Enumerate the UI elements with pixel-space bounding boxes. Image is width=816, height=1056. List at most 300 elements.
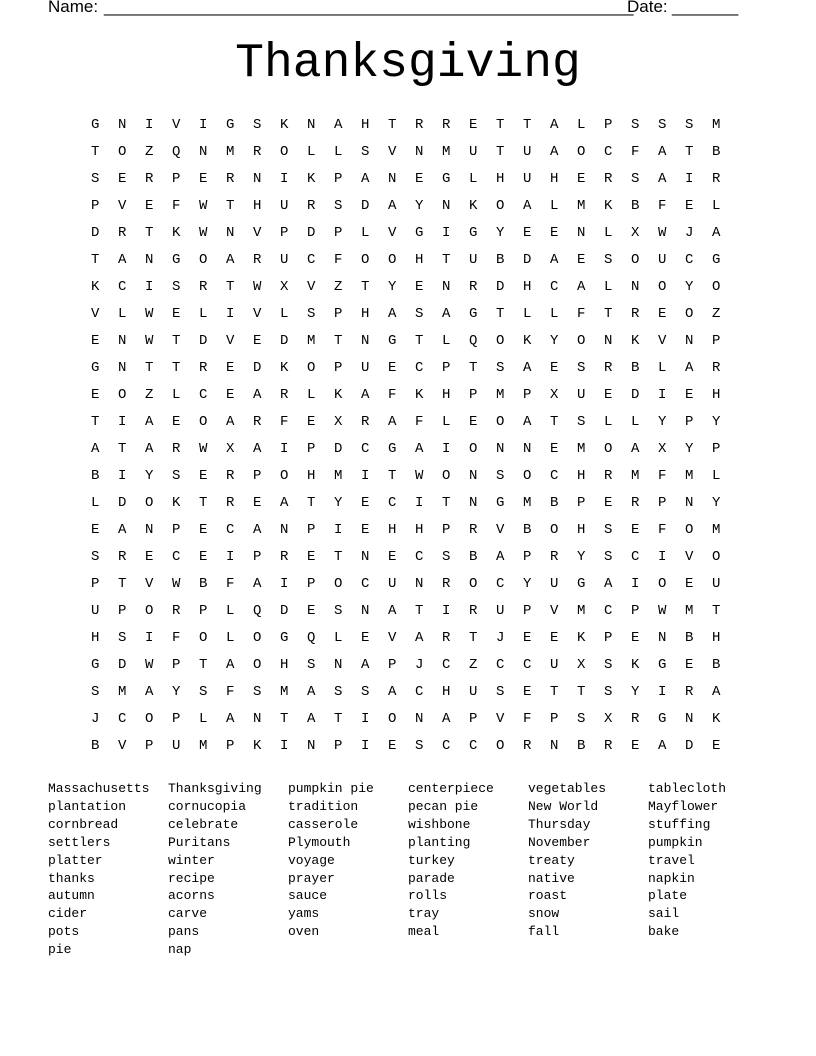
grid-letter[interactable]: J — [685, 225, 694, 241]
grid-letter[interactable]: R — [199, 360, 208, 376]
grid-letter[interactable]: Q — [469, 333, 478, 349]
grid-letter[interactable]: E — [550, 225, 559, 241]
grid-letter[interactable]: T — [307, 495, 316, 511]
grid-letter[interactable]: T — [334, 333, 343, 349]
grid-letter[interactable]: L — [550, 198, 559, 214]
grid-letter[interactable]: F — [658, 468, 667, 484]
grid-letter[interactable]: L — [226, 630, 235, 646]
grid-letter[interactable]: R — [631, 711, 640, 727]
grid-letter[interactable]: H — [415, 522, 424, 538]
grid-letter[interactable]: E — [253, 495, 262, 511]
grid-letter[interactable]: Q — [172, 144, 181, 160]
grid-letter[interactable]: Z — [334, 279, 343, 295]
grid-letter[interactable]: Q — [307, 630, 316, 646]
grid-letter[interactable]: I — [658, 684, 667, 700]
grid-letter[interactable]: R — [361, 414, 370, 430]
grid-letter[interactable]: L — [199, 306, 208, 322]
grid-letter[interactable]: P — [118, 603, 127, 619]
grid-letter[interactable]: T — [685, 144, 694, 160]
grid-letter[interactable]: A — [550, 144, 559, 160]
grid-letter[interactable]: Z — [145, 144, 154, 160]
grid-letter[interactable]: R — [469, 603, 478, 619]
name-blank-line[interactable]: ________________________________________________________ — [104, 0, 634, 16]
grid-letter[interactable]: M — [523, 495, 532, 511]
grid-letter[interactable]: R — [523, 738, 532, 754]
grid-letter[interactable]: O — [253, 657, 262, 673]
grid-letter[interactable]: T — [496, 144, 505, 160]
grid-letter[interactable]: E — [658, 306, 667, 322]
grid-letter[interactable]: D — [118, 495, 127, 511]
grid-letter[interactable]: M — [577, 198, 586, 214]
grid-letter[interactable]: E — [91, 387, 100, 403]
grid-letter[interactable]: A — [280, 495, 289, 511]
grid-letter[interactable]: R — [442, 630, 451, 646]
grid-letter[interactable]: R — [118, 549, 127, 565]
grid-letter[interactable]: U — [550, 576, 559, 592]
grid-letter[interactable]: P — [307, 576, 316, 592]
grid-letter[interactable]: T — [145, 225, 154, 241]
grid-letter[interactable]: E — [91, 522, 100, 538]
grid-letter[interactable]: I — [145, 630, 154, 646]
grid-letter[interactable]: L — [307, 144, 316, 160]
grid-letter[interactable]: S — [496, 360, 505, 376]
grid-letter[interactable]: E — [199, 468, 208, 484]
grid-letter[interactable]: M — [496, 387, 505, 403]
grid-letter[interactable]: N — [415, 711, 424, 727]
grid-letter[interactable]: O — [199, 630, 208, 646]
grid-letter[interactable]: U — [550, 657, 559, 673]
grid-letter[interactable]: S — [334, 684, 343, 700]
grid-letter[interactable]: G — [388, 441, 397, 457]
grid-letter[interactable]: U — [280, 198, 289, 214]
grid-letter[interactable]: A — [361, 171, 370, 187]
grid-letter[interactable]: N — [388, 171, 397, 187]
grid-letter[interactable]: N — [496, 441, 505, 457]
grid-letter[interactable]: L — [523, 306, 532, 322]
grid-letter[interactable]: A — [523, 198, 532, 214]
grid-letter[interactable]: I — [145, 279, 154, 295]
grid-letter[interactable]: M — [118, 684, 127, 700]
grid-letter[interactable]: T — [469, 630, 478, 646]
grid-letter[interactable]: O — [118, 144, 127, 160]
grid-letter[interactable]: W — [145, 657, 154, 673]
grid-letter[interactable]: P — [226, 738, 235, 754]
grid-letter[interactable]: I — [199, 117, 208, 133]
grid-letter[interactable]: A — [550, 252, 559, 268]
grid-letter[interactable]: P — [91, 576, 100, 592]
grid-letter[interactable]: A — [91, 441, 100, 457]
grid-letter[interactable]: P — [712, 333, 721, 349]
grid-letter[interactable]: A — [307, 711, 316, 727]
grid-letter[interactable]: E — [199, 522, 208, 538]
grid-letter[interactable]: B — [712, 144, 721, 160]
grid-letter[interactable]: L — [604, 414, 613, 430]
grid-letter[interactable]: C — [118, 711, 127, 727]
grid-letter[interactable]: N — [685, 333, 694, 349]
grid-letter[interactable]: N — [226, 225, 235, 241]
grid-letter[interactable]: E — [253, 333, 262, 349]
grid-letter[interactable]: G — [577, 576, 586, 592]
grid-letter[interactable]: T — [442, 252, 451, 268]
grid-letter[interactable]: P — [172, 522, 181, 538]
grid-letter[interactable]: R — [307, 198, 316, 214]
grid-letter[interactable]: N — [307, 738, 316, 754]
grid-letter[interactable]: N — [118, 333, 127, 349]
grid-letter[interactable]: B — [577, 738, 586, 754]
grid-letter[interactable]: G — [91, 117, 100, 133]
grid-letter[interactable]: E — [685, 198, 694, 214]
grid-letter[interactable]: R — [604, 468, 613, 484]
grid-letter[interactable]: N — [145, 522, 154, 538]
grid-letter[interactable]: Y — [388, 279, 397, 295]
grid-letter[interactable]: C — [496, 657, 505, 673]
grid-letter[interactable]: P — [307, 441, 316, 457]
grid-letter[interactable]: P — [658, 495, 667, 511]
grid-letter[interactable]: K — [91, 279, 100, 295]
grid-letter[interactable]: I — [442, 441, 451, 457]
grid-letter[interactable]: B — [91, 468, 100, 484]
grid-letter[interactable]: L — [334, 630, 343, 646]
grid-letter[interactable]: N — [577, 225, 586, 241]
grid-letter[interactable]: R — [226, 171, 235, 187]
grid-letter[interactable]: M — [577, 603, 586, 619]
grid-letter[interactable]: Q — [253, 603, 262, 619]
grid-letter[interactable]: T — [118, 576, 127, 592]
grid-letter[interactable]: C — [226, 522, 235, 538]
grid-letter[interactable]: P — [334, 306, 343, 322]
grid-letter[interactable]: O — [496, 414, 505, 430]
grid-letter[interactable]: A — [523, 360, 532, 376]
grid-letter[interactable]: D — [307, 225, 316, 241]
grid-letter[interactable]: S — [577, 414, 586, 430]
grid-letter[interactable]: V — [658, 333, 667, 349]
grid-letter[interactable]: Y — [631, 684, 640, 700]
grid-letter[interactable]: N — [415, 144, 424, 160]
grid-letter[interactable]: A — [226, 252, 235, 268]
grid-letter[interactable]: A — [658, 144, 667, 160]
grid-letter[interactable]: O — [685, 522, 694, 538]
grid-letter[interactable]: B — [91, 738, 100, 754]
grid-letter[interactable]: E — [523, 684, 532, 700]
grid-letter[interactable]: R — [253, 144, 262, 160]
grid-letter[interactable]: I — [658, 549, 667, 565]
grid-letter[interactable]: P — [388, 657, 397, 673]
grid-letter[interactable]: V — [388, 225, 397, 241]
grid-letter[interactable]: S — [631, 117, 640, 133]
grid-letter[interactable]: Y — [712, 414, 721, 430]
grid-letter[interactable]: R — [280, 549, 289, 565]
grid-letter[interactable]: Z — [145, 387, 154, 403]
grid-letter[interactable]: N — [253, 171, 262, 187]
grid-letter[interactable]: A — [658, 738, 667, 754]
grid-letter[interactable]: R — [145, 171, 154, 187]
grid-letter[interactable]: A — [253, 441, 262, 457]
grid-letter[interactable]: E — [361, 495, 370, 511]
grid-letter[interactable]: S — [172, 468, 181, 484]
grid-letter[interactable]: H — [280, 657, 289, 673]
grid-letter[interactable]: C — [550, 279, 559, 295]
grid-letter[interactable]: F — [280, 414, 289, 430]
grid-letter[interactable]: E — [145, 198, 154, 214]
grid-letter[interactable]: H — [361, 306, 370, 322]
grid-letter[interactable]: T — [91, 144, 100, 160]
grid-letter[interactable]: W — [658, 603, 667, 619]
grid-letter[interactable]: G — [442, 171, 451, 187]
grid-letter[interactable]: E — [523, 225, 532, 241]
grid-letter[interactable]: D — [334, 441, 343, 457]
grid-letter[interactable]: H — [577, 522, 586, 538]
grid-letter[interactable]: R — [226, 468, 235, 484]
grid-letter[interactable]: T — [550, 414, 559, 430]
grid-letter[interactable]: I — [280, 738, 289, 754]
grid-letter[interactable]: G — [91, 657, 100, 673]
grid-letter[interactable]: A — [361, 387, 370, 403]
grid-letter[interactable]: E — [388, 360, 397, 376]
grid-letter[interactable]: A — [226, 657, 235, 673]
grid-letter[interactable]: S — [442, 549, 451, 565]
grid-letter[interactable]: D — [631, 387, 640, 403]
grid-letter[interactable]: O — [685, 306, 694, 322]
date-blank-line[interactable]: _______ — [672, 0, 739, 16]
grid-letter[interactable]: K — [172, 495, 181, 511]
grid-letter[interactable]: R — [172, 603, 181, 619]
grid-letter[interactable]: R — [604, 171, 613, 187]
grid-letter[interactable]: N — [145, 252, 154, 268]
grid-letter[interactable]: S — [604, 657, 613, 673]
grid-letter[interactable]: T — [442, 495, 451, 511]
grid-letter[interactable]: C — [361, 576, 370, 592]
grid-letter[interactable]: R — [415, 117, 424, 133]
grid-letter[interactable]: A — [604, 576, 613, 592]
grid-letter[interactable]: M — [334, 468, 343, 484]
grid-letter[interactable]: G — [226, 117, 235, 133]
grid-letter[interactable]: R — [442, 576, 451, 592]
grid-letter[interactable]: N — [685, 711, 694, 727]
grid-letter[interactable]: B — [469, 549, 478, 565]
grid-letter[interactable]: K — [631, 657, 640, 673]
grid-letter[interactable]: T — [388, 117, 397, 133]
grid-letter[interactable]: N — [469, 495, 478, 511]
grid-letter[interactable]: I — [226, 306, 235, 322]
grid-letter[interactable]: R — [199, 279, 208, 295]
grid-letter[interactable]: L — [172, 387, 181, 403]
grid-letter[interactable]: N — [631, 279, 640, 295]
grid-letter[interactable]: I — [280, 441, 289, 457]
grid-letter[interactable]: S — [604, 522, 613, 538]
grid-letter[interactable]: A — [442, 711, 451, 727]
grid-letter[interactable]: P — [172, 711, 181, 727]
grid-letter[interactable]: A — [415, 630, 424, 646]
grid-letter[interactable]: P — [334, 171, 343, 187]
grid-letter[interactable]: U — [280, 252, 289, 268]
grid-letter[interactable]: T — [91, 414, 100, 430]
grid-letter[interactable]: K — [469, 198, 478, 214]
grid-letter[interactable]: P — [334, 225, 343, 241]
grid-letter[interactable]: I — [334, 522, 343, 538]
grid-letter[interactable]: T — [91, 252, 100, 268]
grid-letter[interactable]: A — [145, 414, 154, 430]
grid-letter[interactable]: I — [118, 468, 127, 484]
grid-letter[interactable]: F — [172, 630, 181, 646]
grid-letter[interactable]: U — [172, 738, 181, 754]
grid-letter[interactable]: P — [550, 711, 559, 727]
grid-letter[interactable]: U — [469, 684, 478, 700]
grid-letter[interactable]: M — [712, 117, 721, 133]
grid-letter[interactable]: H — [415, 252, 424, 268]
grid-letter[interactable]: L — [577, 117, 586, 133]
grid-letter[interactable]: G — [172, 252, 181, 268]
grid-letter[interactable]: A — [226, 711, 235, 727]
grid-letter[interactable]: T — [712, 603, 721, 619]
grid-letter[interactable]: D — [280, 333, 289, 349]
grid-letter[interactable]: E — [523, 630, 532, 646]
grid-letter[interactable]: K — [523, 333, 532, 349]
grid-letter[interactable]: I — [442, 225, 451, 241]
grid-letter[interactable]: C — [604, 603, 613, 619]
grid-letter[interactable]: P — [199, 603, 208, 619]
grid-letter[interactable]: N — [361, 603, 370, 619]
grid-letter[interactable]: I — [442, 603, 451, 619]
grid-letter[interactable]: C — [496, 576, 505, 592]
grid-letter[interactable]: O — [577, 144, 586, 160]
grid-letter[interactable]: D — [253, 360, 262, 376]
grid-letter[interactable]: S — [577, 360, 586, 376]
grid-letter[interactable]: N — [334, 657, 343, 673]
grid-letter[interactable]: A — [253, 576, 262, 592]
grid-letter[interactable]: E — [361, 630, 370, 646]
grid-letter[interactable]: T — [172, 333, 181, 349]
grid-letter[interactable]: S — [334, 198, 343, 214]
grid-letter[interactable]: E — [550, 630, 559, 646]
grid-letter[interactable]: O — [199, 414, 208, 430]
grid-letter[interactable]: M — [685, 603, 694, 619]
grid-letter[interactable]: F — [415, 414, 424, 430]
grid-letter[interactable]: K — [604, 198, 613, 214]
grid-letter[interactable]: E — [388, 738, 397, 754]
grid-letter[interactable]: H — [361, 117, 370, 133]
grid-letter[interactable]: H — [577, 468, 586, 484]
grid-letter[interactable]: Z — [469, 657, 478, 673]
grid-letter[interactable]: X — [604, 711, 613, 727]
grid-letter[interactable]: F — [334, 252, 343, 268]
grid-letter[interactable]: P — [145, 738, 154, 754]
grid-letter[interactable]: H — [307, 468, 316, 484]
grid-letter[interactable]: P — [523, 549, 532, 565]
grid-letter[interactable]: V — [685, 549, 694, 565]
grid-letter[interactable]: K — [334, 387, 343, 403]
grid-letter[interactable]: E — [91, 333, 100, 349]
grid-letter[interactable]: L — [712, 468, 721, 484]
grid-letter[interactable]: K — [172, 225, 181, 241]
grid-letter[interactable]: T — [172, 360, 181, 376]
grid-letter[interactable]: I — [361, 468, 370, 484]
grid-letter[interactable]: M — [280, 684, 289, 700]
grid-letter[interactable]: D — [280, 603, 289, 619]
grid-letter[interactable]: S — [334, 603, 343, 619]
grid-letter[interactable]: V — [496, 522, 505, 538]
grid-letter[interactable]: O — [523, 468, 532, 484]
grid-letter[interactable]: L — [604, 279, 613, 295]
grid-letter[interactable]: B — [631, 198, 640, 214]
grid-letter[interactable]: I — [280, 171, 289, 187]
grid-letter[interactable]: I — [226, 549, 235, 565]
grid-letter[interactable]: N — [442, 198, 451, 214]
grid-letter[interactable]: Y — [145, 468, 154, 484]
grid-letter[interactable]: L — [604, 225, 613, 241]
grid-letter[interactable]: K — [415, 387, 424, 403]
grid-letter[interactable]: P — [712, 441, 721, 457]
grid-letter[interactable]: R — [631, 495, 640, 511]
grid-letter[interactable]: O — [361, 252, 370, 268]
grid-letter[interactable]: E — [199, 549, 208, 565]
grid-letter[interactable]: B — [199, 576, 208, 592]
grid-letter[interactable]: G — [91, 360, 100, 376]
grid-letter[interactable]: X — [631, 225, 640, 241]
grid-letter[interactable]: S — [685, 117, 694, 133]
grid-letter[interactable]: S — [91, 684, 100, 700]
grid-letter[interactable]: D — [685, 738, 694, 754]
grid-letter[interactable]: E — [307, 414, 316, 430]
grid-letter[interactable]: U — [523, 144, 532, 160]
grid-letter[interactable]: A — [334, 117, 343, 133]
grid-letter[interactable]: E — [685, 576, 694, 592]
grid-letter[interactable]: H — [712, 387, 721, 403]
grid-letter[interactable]: O — [577, 333, 586, 349]
grid-letter[interactable]: S — [307, 657, 316, 673]
grid-letter[interactable]: M — [307, 333, 316, 349]
grid-letter[interactable]: E — [604, 495, 613, 511]
grid-letter[interactable]: U — [361, 360, 370, 376]
grid-letter[interactable]: T — [496, 306, 505, 322]
grid-letter[interactable]: U — [388, 576, 397, 592]
grid-letter[interactable]: Y — [685, 441, 694, 457]
grid-letter[interactable]: W — [415, 468, 424, 484]
grid-letter[interactable]: R — [685, 684, 694, 700]
grid-letter[interactable]: Y — [334, 495, 343, 511]
grid-letter[interactable]: G — [469, 225, 478, 241]
grid-letter[interactable]: R — [712, 171, 721, 187]
grid-letter[interactable]: Y — [415, 198, 424, 214]
grid-letter[interactable]: E — [577, 171, 586, 187]
grid-letter[interactable]: M — [226, 144, 235, 160]
grid-letter[interactable]: E — [145, 549, 154, 565]
grid-letter[interactable]: A — [685, 360, 694, 376]
grid-letter[interactable]: E — [685, 657, 694, 673]
grid-letter[interactable]: K — [253, 738, 262, 754]
grid-letter[interactable]: O — [604, 441, 613, 457]
grid-letter[interactable]: L — [712, 198, 721, 214]
grid-letter[interactable]: S — [496, 468, 505, 484]
grid-letter[interactable]: S — [91, 549, 100, 565]
grid-letter[interactable]: L — [334, 144, 343, 160]
grid-letter[interactable]: N — [658, 630, 667, 646]
grid-letter[interactable]: P — [280, 225, 289, 241]
grid-letter[interactable]: D — [91, 225, 100, 241]
grid-letter[interactable]: M — [631, 468, 640, 484]
grid-letter[interactable]: P — [523, 387, 532, 403]
grid-letter[interactable]: A — [307, 684, 316, 700]
grid-letter[interactable]: N — [361, 549, 370, 565]
grid-letter[interactable]: K — [631, 333, 640, 349]
grid-letter[interactable]: A — [118, 522, 127, 538]
grid-letter[interactable]: C — [631, 549, 640, 565]
grid-letter[interactable]: S — [118, 630, 127, 646]
grid-letter[interactable]: K — [712, 711, 721, 727]
grid-letter[interactable]: E — [415, 171, 424, 187]
grid-letter[interactable]: Y — [496, 225, 505, 241]
grid-letter[interactable]: A — [145, 441, 154, 457]
grid-letter[interactable]: O — [334, 576, 343, 592]
